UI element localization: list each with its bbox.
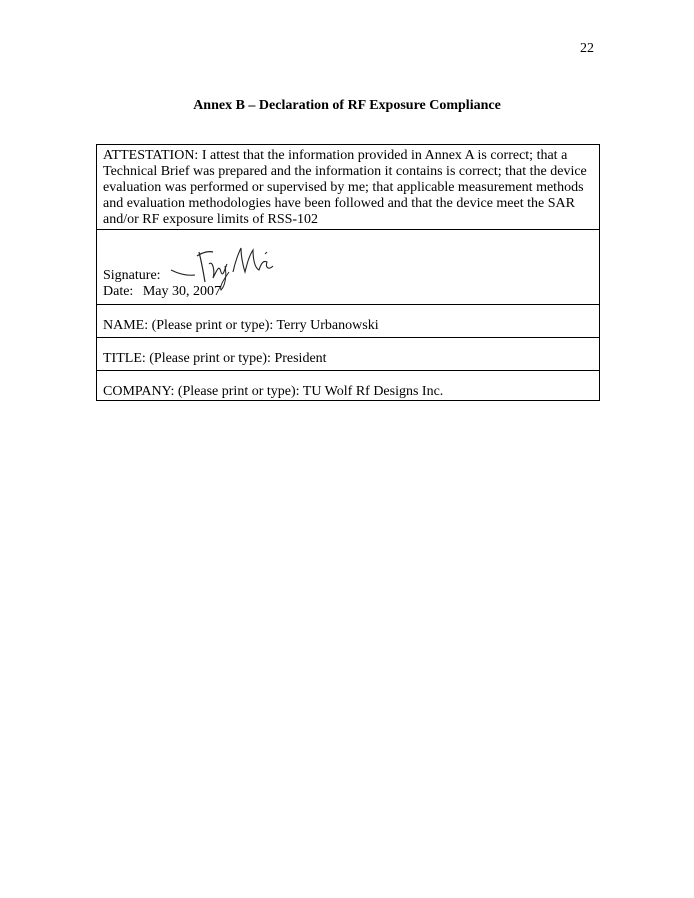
declaration-table: [96, 144, 600, 401]
date-label: Date:: [103, 284, 134, 299]
company-line: COMPANY: (Please print or type): TU Wolf Rf Designs Inc.: [97, 371, 600, 401]
signature-label: Signature:: [103, 268, 161, 283]
signature-row: [97, 230, 600, 305]
name-row: [97, 305, 600, 338]
title-line: TITLE: (Please print or type): President: [97, 338, 600, 371]
title-row: [97, 338, 600, 371]
attestation-text: ATTESTATION: I attest that the information provided in Annex A is correct; that a Technical Brief was prepared and the information it contains is correct; that the device evaluation was performed or supervised by me; that applicable measurement methods and evaluation methodologies have been followed and that the device meet the SAR and/or RF exposure limits of RSS-102: [97, 145, 600, 230]
name-line: NAME: (Please print or type): Terry Urbanowski: [97, 305, 600, 338]
date-line: [103, 284, 221, 300]
page-number: 22: [580, 41, 594, 56]
attestation-row: [97, 145, 600, 230]
date-value: May 30, 2007: [142, 284, 221, 299]
annex-title: Annex B – Declaration of RF Exposure Compliance: [193, 98, 501, 113]
signature-block: [103, 268, 221, 300]
company-row: [97, 371, 600, 401]
signature-cell: [97, 230, 600, 305]
